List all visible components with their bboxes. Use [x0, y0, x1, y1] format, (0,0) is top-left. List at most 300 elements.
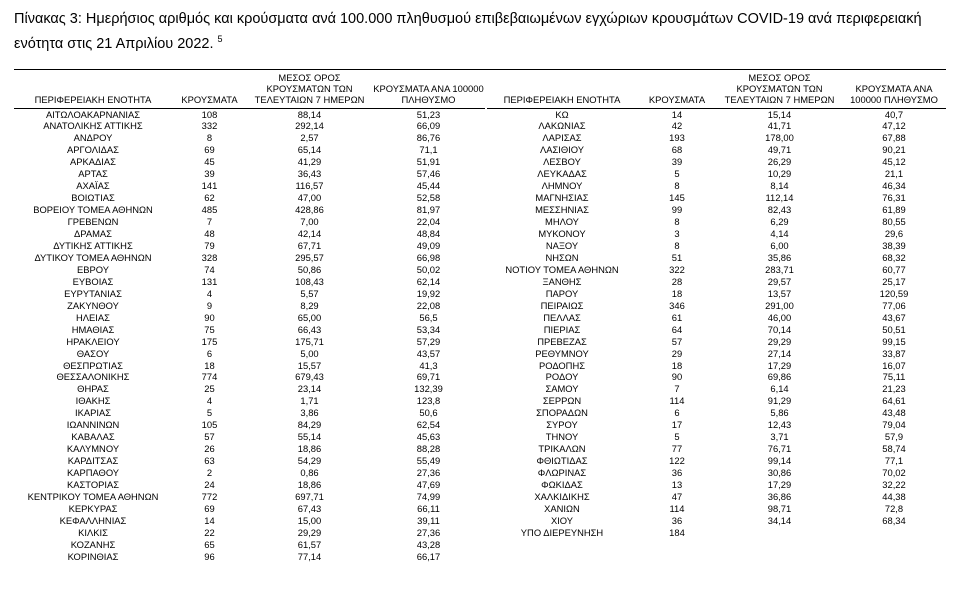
table-row — [14, 276, 485, 288]
per100k-cell: 53,34 — [416, 323, 441, 335]
table-row — [487, 348, 946, 360]
table-row — [487, 503, 946, 515]
region-cell: ΕΥΒΟΙΑΣ — [72, 275, 114, 287]
table-row — [487, 491, 946, 503]
cases-cell: 114 — [669, 395, 685, 407]
per100k-cell: 41,3 — [419, 359, 438, 371]
table-row — [487, 395, 946, 407]
avg7-cell: 67,43 — [297, 502, 322, 514]
table-row — [14, 431, 485, 443]
per100k-cell: 19,92 — [416, 287, 441, 299]
per100k-cell: 22,08 — [416, 299, 441, 311]
region-cell: ΛΑΚΩΝΙΑΣ — [538, 120, 586, 132]
per100k-cell: 50,6 — [419, 407, 438, 419]
region-cell: ΖΑΚΥΝΘΟΥ — [67, 299, 119, 311]
region-cell: ΠΑΡΟΥ — [545, 287, 579, 299]
table-caption — [14, 9, 949, 54]
region-cell: ΝΟΤΙΟΥ ΤΟΜΕΑ ΑΘΗΝΩΝ — [505, 263, 619, 275]
table-row — [14, 371, 485, 383]
per100k-cell: 32,22 — [882, 479, 906, 491]
table-row — [14, 527, 485, 539]
cases-cell: 4 — [206, 287, 213, 299]
cases-cell: 45 — [204, 156, 215, 168]
avg7-cell: 76,71 — [767, 443, 792, 455]
region-cell: ΠΕΛΛΑΣ — [543, 311, 581, 323]
region-cell: ΚΑΡΔΙΤΣΑΣ — [67, 455, 119, 467]
per100k-cell: 57,29 — [416, 335, 441, 347]
cases-cell: 65 — [204, 538, 215, 550]
avg7-cell: 15,14 — [767, 108, 792, 120]
table-row — [487, 383, 946, 395]
cases-cell: 122 — [669, 455, 685, 467]
avg7-cell: 36,86 — [767, 491, 792, 502]
cases-cell: 774 — [201, 371, 218, 383]
per100k-cell: 68,34 — [882, 514, 906, 526]
per100k-cell: 74,99 — [416, 491, 441, 502]
table-row — [487, 276, 946, 288]
avg7-cell: 27,14 — [767, 347, 792, 359]
table-row — [14, 407, 485, 419]
table-row — [14, 228, 485, 240]
avg7-cell: 99,14 — [767, 455, 792, 467]
per100k-cell: 27,36 — [416, 467, 441, 479]
region-cell: ΑΙΤΩΛΟΑΚΑΡΝΑΝΙΑΣ — [45, 108, 141, 120]
table-row — [14, 108, 485, 120]
cases-cell: 105 — [201, 419, 218, 431]
region-cell: ΚΙΛΚΙΣ — [78, 526, 108, 538]
region-cell: ΧΑΝΙΩΝ — [544, 502, 580, 514]
per100k-cell: 38,39 — [882, 239, 906, 251]
cases-cell: 61 — [671, 311, 683, 323]
region-cell: ΕΥΡΥΤΑΝΙΑΣ — [64, 287, 122, 299]
per100k-cell: 71,1 — [419, 144, 438, 156]
avg7-cell: 116,57 — [295, 180, 324, 192]
cases-cell: 131 — [201, 275, 218, 287]
avg7-cell: 55,14 — [297, 431, 322, 443]
cases-cell: 8 — [674, 239, 680, 251]
avg7-cell: 41,29 — [297, 156, 322, 168]
cases-cell: 3 — [674, 228, 680, 240]
table-row — [487, 180, 946, 192]
cases-cell: 8 — [674, 180, 680, 192]
avg7-cell: 70,14 — [767, 323, 792, 335]
avg7-cell: 697,71 — [295, 491, 324, 502]
cases-cell: 114 — [669, 502, 685, 514]
table-row — [14, 288, 485, 300]
per100k-cell: 62,54 — [416, 419, 441, 431]
region-cell: ΜΑΓΝΗΣΙΑΣ — [535, 192, 589, 204]
region-cell: ΠΡΕΒΕΖΑΣ — [537, 335, 587, 347]
avg7-header: ΜΕΣΟΣ ΟΡΟΣ ΚΡΟΥΣΜΑΤΩΝ ΤΩΝ ΤΕΛΕΥΤΑΙΩΝ 7 ΗΜΕΡΩΝ — [247, 70, 372, 108]
per100k-cell: 61,89 — [882, 204, 906, 216]
table-row — [487, 108, 946, 120]
per100k-cell: 56,5 — [419, 311, 438, 323]
avg7-cell: 17,29 — [767, 359, 792, 371]
region-cell: ΔΡΑΜΑΣ — [74, 228, 112, 240]
cases-cell: 36 — [671, 514, 683, 526]
per100k-cell: 66,11 — [417, 502, 440, 514]
avg7-cell: 47,00 — [297, 192, 322, 204]
per100k-cell: 66,17 — [416, 550, 441, 562]
avg7-cell: 3,71 — [770, 431, 789, 443]
table-row — [487, 407, 946, 419]
region-cell: ΑΡΤΑΣ — [78, 168, 108, 180]
region-cell: ΙΘΑΚΗΣ — [75, 395, 111, 407]
region-cell: ΚΑΛΥΜΝΟΥ — [66, 443, 120, 455]
cases-cell: 28 — [671, 275, 683, 287]
cases-cell: 346 — [669, 299, 685, 311]
per100k-cell: 45,63 — [416, 431, 441, 443]
left-table-body — [14, 108, 485, 563]
avg7-cell: 178,00 — [765, 132, 794, 144]
per100k-cell: 81,97 — [416, 204, 441, 216]
avg7-cell: 15,00 — [297, 514, 322, 526]
table-row — [487, 132, 946, 144]
per100k-cell: 66,09 — [416, 120, 441, 132]
per100k-cell: 75,11 — [882, 371, 906, 383]
region-cell: ΝΑΞΟΥ — [545, 239, 579, 251]
cases-cell: 18 — [671, 359, 683, 371]
avg7-cell: 7,00 — [300, 216, 319, 228]
table-row — [487, 455, 946, 467]
avg7-cell: 13,57 — [767, 287, 792, 299]
cases-cell: 332 — [201, 120, 218, 132]
per100k-cell — [842, 527, 946, 539]
avg7-cell: 18,86 — [297, 443, 322, 455]
per100k-cell: 21,23 — [882, 383, 906, 395]
table-row — [487, 204, 946, 216]
cases-cell: 2 — [206, 467, 213, 479]
table-row — [487, 371, 946, 383]
cases-cell: 69 — [204, 144, 215, 156]
avg7-cell: 283,71 — [765, 263, 794, 275]
cases-cell: 13 — [671, 479, 683, 491]
table-row — [487, 240, 946, 252]
per100k-cell: 132,39 — [414, 383, 443, 395]
cases-cell: 8 — [674, 216, 680, 228]
table-row — [14, 324, 485, 336]
table-row — [487, 431, 946, 443]
cases-cell: 5 — [206, 407, 213, 419]
region-cell: ΥΠΟ ΔΙΕΡΕΥΝΗΣΗ — [520, 526, 604, 538]
per100k-cell: 21,1 — [884, 168, 904, 180]
avg7-cell: 5,86 — [770, 407, 789, 419]
per100k-cell: 64,61 — [882, 395, 906, 407]
region-cell: ΚΕΦΑΛΛΗΝΙΑΣ — [59, 514, 127, 526]
per100k-cell: 47,69 — [416, 479, 441, 491]
per100k-cell: 25,17 — [882, 275, 906, 287]
avg7-cell: 291,00 — [765, 299, 794, 311]
per100k-cell: 39,11 — [417, 514, 440, 526]
avg7-cell: 112,14 — [765, 192, 794, 204]
per100k-cell: 44,38 — [882, 491, 906, 502]
per100k-cell: 88,28 — [416, 443, 441, 455]
region-header: ΠΕΡΙΦΕΡΕΙΑΚΗ ΕΝΟΤΗΤΑ — [487, 70, 637, 108]
region-cell: ΡΕΘΥΜΝΟΥ — [535, 347, 589, 359]
avg7-cell: 29,29 — [767, 335, 792, 347]
avg7-cell: 6,14 — [770, 383, 789, 395]
avg7-cell: 91,29 — [767, 395, 792, 407]
region-cell: ΛΑΣΙΘΙΟΥ — [539, 144, 585, 156]
avg7-cell: 4,14 — [770, 228, 789, 240]
table-row — [14, 240, 485, 252]
cases-cell: 322 — [669, 263, 685, 275]
cases-cell: 79 — [204, 239, 215, 251]
per100k-cell: 33,87 — [882, 347, 906, 359]
cases-cell: 25 — [204, 383, 215, 395]
per100k-cell: 43,57 — [416, 347, 441, 359]
avg7-cell: 82,43 — [767, 204, 792, 216]
per100k-cell: 47,12 — [882, 120, 906, 132]
region-cell: ΤΡΙΚΑΛΩΝ — [538, 443, 586, 455]
avg7-cell: 108,43 — [295, 275, 324, 287]
avg7-cell: 8,14 — [770, 180, 789, 192]
avg7-cell: 10,29 — [767, 168, 792, 180]
region-cell: ΝΗΣΩΝ — [545, 251, 579, 263]
table-row — [14, 360, 485, 372]
avg7-cell: 46,00 — [767, 311, 792, 323]
avg7-cell: 67,71 — [297, 239, 322, 251]
per100k-cell: 45,12 — [882, 156, 906, 168]
table-row — [14, 348, 485, 360]
cases-header: ΚΡΟΥΣΜΑΤΑ — [637, 70, 717, 108]
per100k-cell: 58,74 — [882, 443, 906, 455]
region-cell: ΙΩΑΝΝΙΝΩΝ — [66, 419, 120, 431]
avg7-cell: 3,86 — [300, 407, 319, 419]
region-cell: ΣΑΜΟΥ — [545, 383, 579, 395]
avg7-cell: 1,71 — [300, 395, 319, 407]
table-row — [487, 467, 946, 479]
table-row — [487, 192, 946, 204]
region-cell: ΛΕΣΒΟΥ — [543, 156, 581, 168]
cases-cell: 175 — [201, 335, 218, 347]
cases-cell: 145 — [669, 192, 685, 204]
region-cell: ΘΕΣΣΑΛΟΝΙΚΗΣ — [56, 371, 130, 383]
region-cell: ΘΗΡΑΣ — [77, 383, 109, 395]
avg7-cell: 98,71 — [767, 502, 792, 514]
table-row — [14, 192, 485, 204]
avg7-cell: 295,57 — [295, 251, 324, 263]
region-cell: ΗΡΑΚΛΕΙΟΥ — [66, 335, 120, 347]
per100k-cell: 66,98 — [416, 251, 441, 263]
region-cell: ΓΡΕΒΕΝΩΝ — [67, 216, 119, 228]
region-cell: ΞΑΝΘΗΣ — [542, 275, 582, 287]
table-row — [14, 144, 485, 156]
cases-cell: 193 — [669, 132, 685, 144]
table-row — [14, 336, 485, 348]
per100k-header: ΚΡΟΥΣΜΑΤΑ ΑΝΑ 100000 ΠΛΗΘΥΣΜΟ — [372, 70, 485, 108]
table-row — [487, 336, 946, 348]
region-cell: ΗΜΑΘΙΑΣ — [71, 323, 115, 335]
cases-cell: 5 — [674, 431, 680, 443]
table-row — [14, 455, 485, 467]
avg7-cell: 54,29 — [297, 455, 322, 467]
region-cell: ΚΟΡΙΝΘΙΑΣ — [67, 550, 119, 562]
cases-cell: 99 — [671, 204, 683, 216]
cases-cell: 51 — [671, 251, 683, 263]
avg7-cell: 29,57 — [767, 275, 792, 287]
cases-cell: 184 — [669, 526, 685, 538]
cases-cell: 6 — [674, 407, 680, 419]
cases-cell: 39 — [204, 168, 215, 180]
per100k-cell: 80,55 — [882, 216, 906, 228]
table-row — [14, 419, 485, 431]
per100k-cell: 72,8 — [884, 502, 904, 514]
per100k-cell: 55,49 — [416, 455, 441, 467]
avg7-cell: 36,43 — [297, 168, 322, 180]
per100k-cell: 29,6 — [884, 228, 904, 240]
avg7-cell: 34,14 — [767, 514, 792, 526]
right-table-body — [487, 108, 946, 539]
cases-cell: 48 — [204, 228, 215, 240]
region-cell: ΒΟΙΩΤΙΑΣ — [71, 192, 115, 204]
per100k-cell: 51,23 — [416, 108, 441, 120]
per100k-cell: 79,04 — [882, 419, 906, 431]
region-cell: ΛΗΜΝΟΥ — [541, 180, 583, 192]
per100k-cell: 68,32 — [882, 251, 906, 263]
table-row — [14, 180, 485, 192]
cases-cell: 47 — [671, 491, 683, 502]
table-row — [487, 324, 946, 336]
per100k-cell: 70,02 — [882, 467, 906, 479]
table-row — [487, 312, 946, 324]
region-cell: ΚΩ — [555, 108, 569, 120]
per100k-header: ΚΡΟΥΣΜΑΤΑ ΑΝΑ 100000 ΠΛΗΘΥΣΜΟ — [842, 70, 946, 108]
avg7-cell: 61,57 — [297, 538, 322, 550]
cases-cell: 18 — [671, 287, 683, 299]
per100k-cell: 62,14 — [416, 275, 441, 287]
region-cell: ΣΥΡΟΥ — [546, 419, 578, 431]
avg7-cell: 77,14 — [297, 550, 322, 562]
per100k-cell: 49,09 — [416, 239, 441, 251]
table-row — [14, 479, 485, 491]
region-cell: ΑΝΔΡΟΥ — [73, 132, 113, 144]
cases-cell: 90 — [204, 311, 215, 323]
per100k-cell: 40,7 — [884, 108, 904, 120]
avg7-cell: 29,29 — [297, 526, 322, 538]
cases-cell: 75 — [204, 323, 215, 335]
avg7-cell: 41,71 — [767, 120, 792, 132]
region-cell: ΠΙΕΡΙΑΣ — [543, 323, 581, 335]
cases-cell: 24 — [204, 479, 215, 491]
avg7-cell: 88,14 — [297, 108, 322, 120]
region-cell: ΕΒΡΟΥ — [76, 263, 109, 275]
region-cell: ΚΑΣΤΟΡΙΑΣ — [66, 479, 120, 491]
avg7-cell: 50,86 — [297, 263, 322, 275]
cases-cell: 26 — [204, 443, 215, 455]
cases-cell: 772 — [201, 491, 218, 502]
region-cell: ΑΝΑΤΟΛΙΚΗΣ ΑΤΤΙΚΗΣ — [43, 120, 143, 132]
per100k-cell: 67,88 — [882, 132, 906, 144]
table-row — [14, 515, 485, 527]
region-cell: ΛΕΥΚΑΔΑΣ — [537, 168, 587, 180]
cases-cell: 9 — [206, 299, 213, 311]
cases-cell: 63 — [204, 455, 215, 467]
per100k-cell: 69,71 — [416, 371, 441, 383]
avg7-cell: 42,14 — [297, 228, 322, 240]
per100k-cell: 43,28 — [416, 538, 441, 550]
cases-cell: 6 — [206, 347, 213, 359]
region-cell: ΡΟΔΟΥ — [545, 371, 579, 383]
header-row — [487, 70, 946, 108]
cases-header: ΚΡΟΥΣΜΑΤΑ — [172, 70, 247, 108]
region-cell: ΦΛΩΡΙΝΑΣ — [537, 467, 587, 479]
table-row — [487, 443, 946, 455]
per100k-cell: 123,8 — [416, 395, 441, 407]
avg7-cell: 175,71 — [295, 335, 324, 347]
avg7-cell: 84,29 — [297, 419, 322, 431]
region-cell: ΑΧΑΪΑΣ — [76, 180, 110, 192]
table-row — [14, 264, 485, 276]
table-row — [14, 156, 485, 168]
cases-cell: 141 — [201, 180, 218, 192]
region-cell: ΜΥΚΟΝΟΥ — [538, 228, 586, 240]
cases-cell: 485 — [201, 204, 218, 216]
table-row — [14, 551, 485, 563]
table-row — [14, 168, 485, 180]
cases-cell: 39 — [671, 156, 683, 168]
table-row — [14, 204, 485, 216]
table-row — [487, 252, 946, 264]
per100k-cell: 86,76 — [416, 132, 441, 144]
avg7-cell: 0,86 — [300, 467, 319, 479]
table-row — [487, 360, 946, 372]
table-row — [14, 252, 485, 264]
table-row — [14, 395, 485, 407]
region-header: ΠΕΡΙΦΕΡΕΙΑΚΗ ΕΝΟΤΗΤΑ — [14, 70, 172, 108]
avg7-cell: 6,00 — [770, 239, 789, 251]
avg7-cell: 49,71 — [767, 144, 792, 156]
per100k-cell: 16,07 — [882, 359, 906, 371]
right-table — [487, 70, 946, 539]
per100k-cell: 60,77 — [882, 263, 906, 275]
per100k-cell: 45,44 — [416, 180, 441, 192]
cases-cell: 57 — [671, 335, 683, 347]
table-row — [14, 312, 485, 324]
table-row — [487, 168, 946, 180]
per100k-cell: 57,9 — [884, 431, 904, 443]
table-row — [14, 503, 485, 515]
avg7-cell: 6,29 — [770, 216, 789, 228]
table-row — [487, 479, 946, 491]
avg7-cell: 17,29 — [767, 479, 792, 491]
avg7-cell: 8,29 — [300, 299, 319, 311]
per100k-cell: 43,48 — [882, 407, 906, 419]
table-row — [487, 527, 946, 539]
cases-cell: 29 — [671, 347, 683, 359]
region-cell: ΦΩΚΙΔΑΣ — [541, 479, 583, 491]
cases-cell: 14 — [671, 108, 683, 120]
table-row — [487, 120, 946, 132]
region-cell: ΣΕΡΡΩΝ — [542, 395, 582, 407]
per100k-cell: 57,46 — [416, 168, 441, 180]
per100k-cell: 50,51 — [882, 323, 906, 335]
cases-cell: 36 — [671, 467, 683, 479]
table-row — [14, 120, 485, 132]
region-cell: ΒΟΡΕΙΟΥ ΤΟΜΕΑ ΑΘΗΝΩΝ — [33, 204, 153, 216]
region-cell: ΗΛΕΙΑΣ — [76, 311, 110, 323]
region-cell: ΧΙΟΥ — [550, 514, 574, 526]
header-row — [14, 70, 485, 108]
cases-cell: 64 — [671, 323, 683, 335]
table-row — [487, 288, 946, 300]
cases-cell: 77 — [671, 443, 683, 455]
region-cell: ΠΕΙΡΑΙΩΣ — [540, 299, 584, 311]
region-cell: ΜΗΛΟΥ — [545, 216, 579, 228]
region-cell: ΚΑΒΑΛΑΣ — [71, 431, 115, 443]
cases-cell: 22 — [204, 526, 215, 538]
avg7-cell: 35,86 — [767, 251, 792, 263]
